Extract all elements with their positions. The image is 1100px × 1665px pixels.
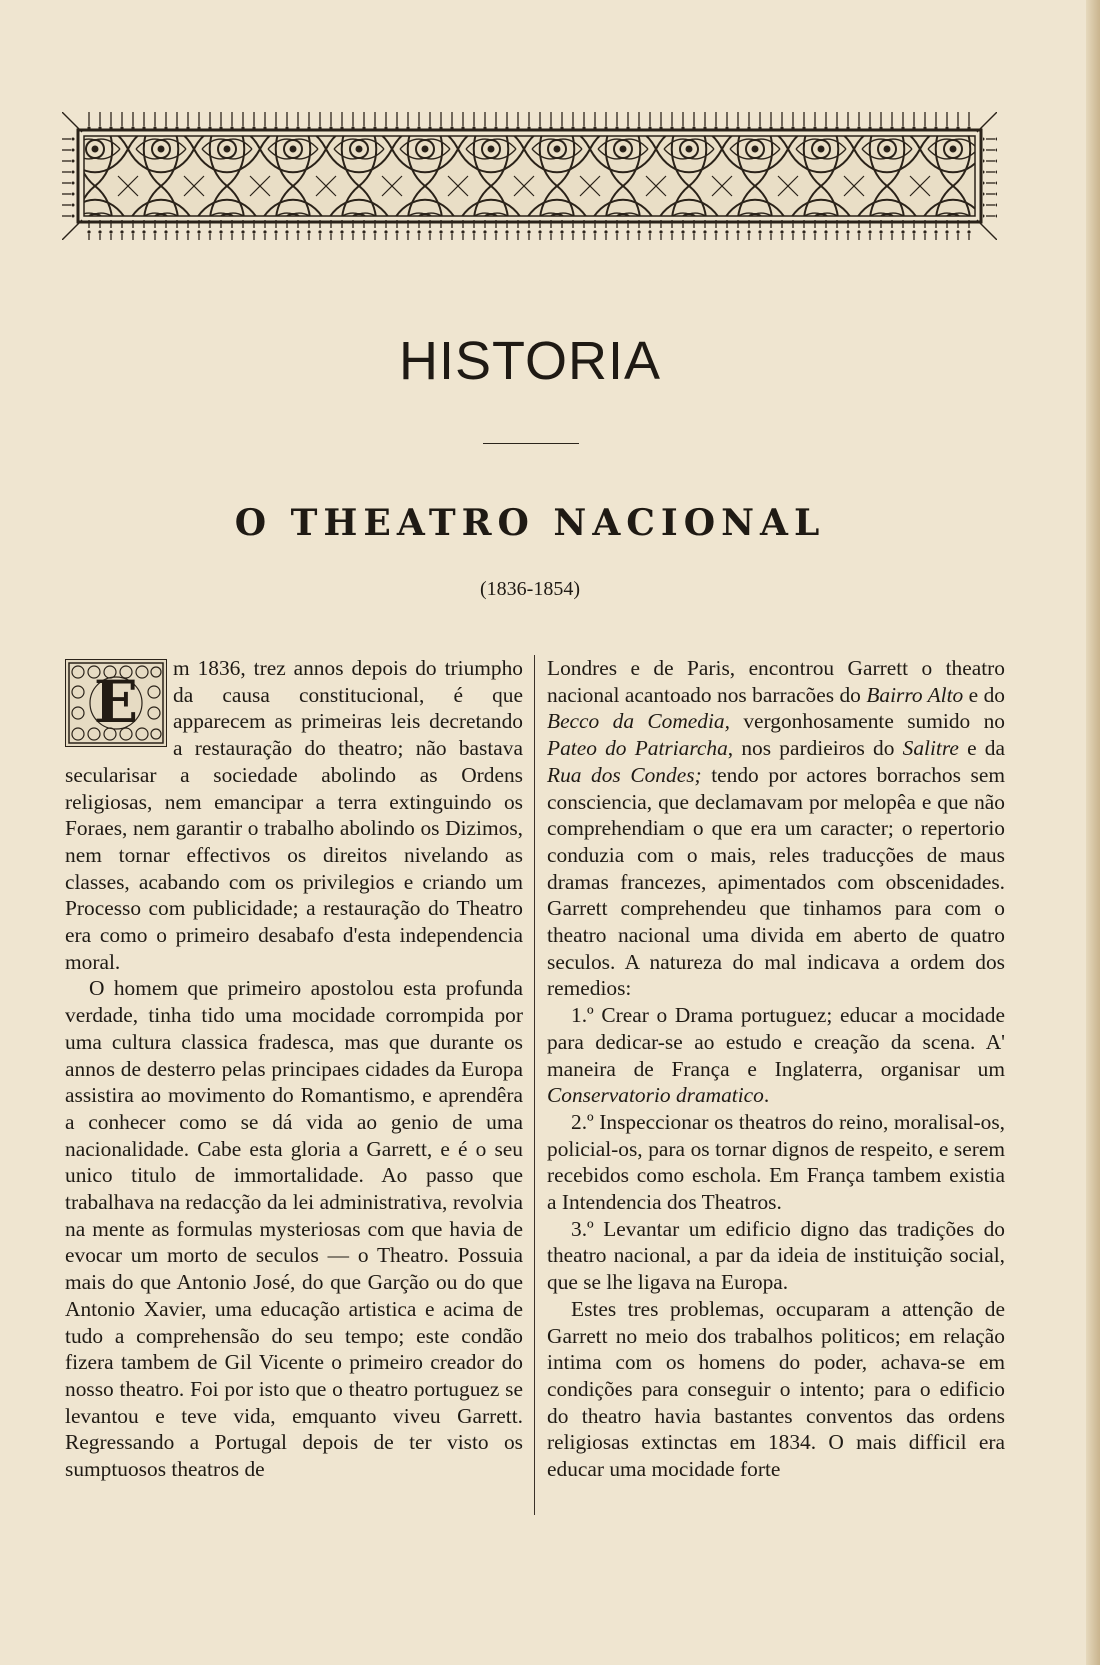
right-column — [534, 655, 1005, 1515]
title-divider — [483, 443, 579, 444]
ornamental-initial — [65, 659, 167, 747]
page-edge-shadow — [1086, 0, 1100, 1665]
place-name: Pateo do Patriarcha — [547, 736, 728, 761]
paragraph: Londres e de Paris, encontrou Garrett o theatro nacional acantoado nos barracões do Bairro Alto e do Becco da Comedia, vergonhosamente sumido no Pateo do Patriarcha, nos pardieiros do Salitre e da Rua dos Condes; tendo por actores borrachos sem consciencia, que declamavam por melopêa e que não comprehendiam o que era um caracter; o repertorio conduzia com o mais, reles traducções de maus dramas francezes, apimentados com obscenidades. Garrett comprehendeu que tinhamos para com o theatro nacional uma divida em aberto de quatro seculos. A natureza do mal indicava a ordem dos remedios: — [547, 656, 1005, 1001]
place-name: Rua dos Condes; — [547, 762, 702, 787]
article-subtitle: O THEATRO NACIONAL — [234, 502, 826, 544]
article-body — [65, 655, 1005, 1515]
paragraph: m 1836, trez annos depois do triumpho da causa constitucional, é que apparecem as primeiras leis decretando a restauração do theatro; não bastava secularisar a sociedade abolindo as Ordens religiosas, nem emancipar a terra extinguindo os Foraes, nem garantir o trabalho abolindo os Dizimos, nem tornar effectivos os direitos nivelando as classes, acabando com os privilegios e criando um Processo com publicidade; a restauração do Theatro era como o primeiro desabafo d'esta independencia moral. — [65, 656, 523, 974]
remedy-item-3: 3.º Levantar um edificio digno das tradições do theatro nacional, a par da ideia de instituição social, que se lhe ligava na Europa. — [547, 1216, 1005, 1295]
place-name: Bairro Alto — [866, 682, 964, 707]
ornamental-header-band — [62, 112, 997, 240]
paragraph: O homem que primeiro apostolou esta profunda verdade, tinha tido uma mocidade corrompida por uma cultura classica fradesca, mas que durante os annos de desterro pelas principaes cidades da Europa assistira ao movimento do Romantismo, e aprendêra a conhecer como se dá vida ao genio de uma nacionalidade. Cabe esta gloria a Garrett, e é o seu unico titulo de immortalidade. Ao passo que trabalhava na redacção da lei administrativa, revolvia na mente as formulas mysteriosas com que havia de evocar um morto de seculos — o Theatro. Possuia mais do que Antonio José, do que Garção ou do que Antonio Xavier, uma educação artistica e acima de tudo a comprehensão do seu tempo; este condão fizera tambem de Gil Vicente o primeiro creador do nosso theatro. Foi por isto que o theatro portuguez se levantou e teve vida, emquanto viveu Garrett. Regressando a Portugal depois de ter visto os sumptuosos theatros de — [65, 976, 523, 1482]
institution-name: Conservatorio dramatico — [547, 1083, 764, 1108]
dropcap-letter: E — [93, 668, 139, 736]
place-name: Salitre — [902, 736, 959, 761]
page-title: HISTORIA — [398, 331, 662, 391]
left-column — [65, 655, 534, 1515]
place-name: Becco da Comedia, — [547, 709, 730, 734]
paragraph: Estes tres problemas, occuparam a attenção de Garrett no meio dos trabalhos politicos; em relação intima com os homens do poder, achava-se em condições para conseguir o intento; para o edificio do theatro havia bastantes conventos das ordens religiosas extinctas em 1834. O mais difficil era educar uma mocidade forte — [547, 1296, 1005, 1482]
remedy-item-2: 2.º Inspeccionar os theatros do reino, moralisal-os, policial-os, para os tornar dignos de respeito, e serem recebidos como eschola. Em França tambem existia a Intendencia dos Theatros. — [547, 1109, 1005, 1215]
remedy-item-1: 1.º Crear o Drama portuguez; educar a mocidade para dedicar-se ao estudo e creação da scena. A' maneira de França e Inglaterra, organisar um Conservatorio dramatico. — [547, 1003, 1005, 1108]
date-range: (1836-1854) — [480, 578, 580, 600]
